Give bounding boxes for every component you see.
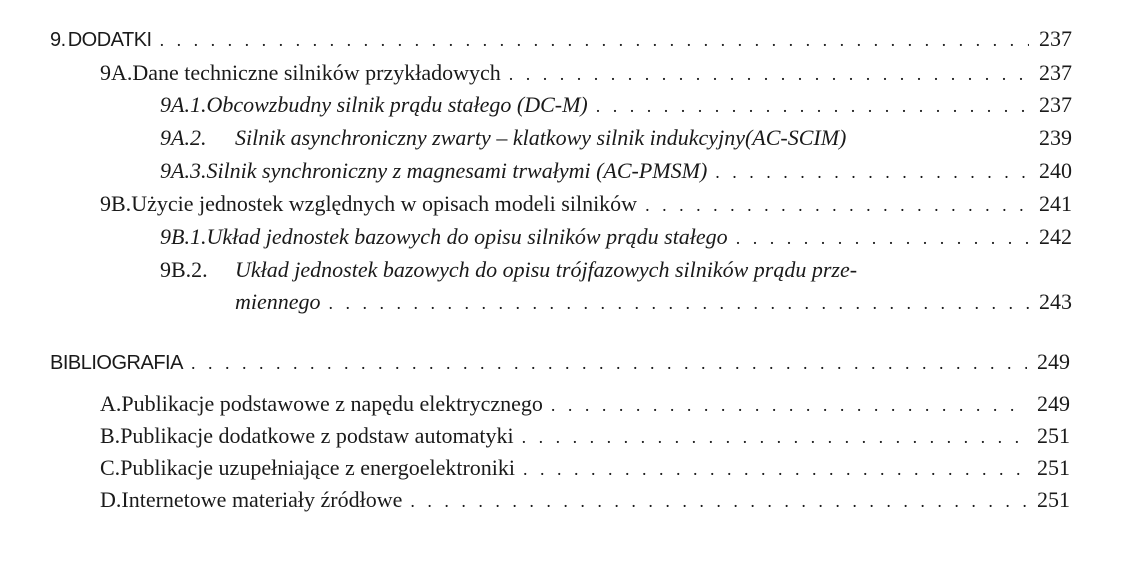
- toc-entry-9b-2-continuation[interactable]: [235, 289, 1072, 316]
- toc-leader-dots: [645, 192, 1029, 218]
- toc-entry-chapter-9[interactable]: [50, 26, 1072, 53]
- toc-entry-letter: C.: [100, 455, 121, 480]
- toc-entry-title: Publikacje uzupełniające z energoelektroniki: [120, 455, 516, 480]
- toc-entry-page: 240: [1039, 158, 1072, 183]
- toc-entry-title: Układ jednostek bazowych do opisu silników prądu stałego: [206, 224, 728, 249]
- toc-entry-bib-c[interactable]: [100, 455, 1070, 482]
- toc-entry-bib-d[interactable]: [100, 487, 1070, 514]
- toc-entry-title: Użycie jednostek względnych w opisach modeli silników: [131, 191, 638, 216]
- toc-entry-number: 9B.: [100, 191, 132, 216]
- toc-entry-page: 237: [1039, 60, 1072, 85]
- toc-leader-dots: [509, 61, 1029, 87]
- toc-entry-9b[interactable]: [100, 191, 1072, 218]
- toc-entry-title: Obcowzbudny silnik prądu stałego (DC-M): [206, 92, 588, 117]
- toc-entry-title: Internetowe materiały źródłowe: [121, 487, 403, 512]
- toc-entry-page: 237: [1039, 92, 1072, 117]
- toc-entry-number: 9B.1.: [160, 224, 207, 249]
- toc-entry-letter: A.: [100, 391, 122, 416]
- toc-entry-page: 239: [1039, 125, 1072, 150]
- toc-entry-page: 249: [1037, 349, 1070, 374]
- toc-entry-9b-1[interactable]: [160, 224, 1072, 251]
- toc-entry-9a-2[interactable]: [160, 125, 1072, 151]
- toc-entry-bib-a[interactable]: [100, 391, 1070, 418]
- toc-entry-letter: B.: [100, 423, 121, 448]
- toc-entry-title: Publikacje dodatkowe z podstaw automatyki: [120, 423, 514, 448]
- toc-leader-dots: [410, 488, 1027, 514]
- toc-entry-page: 251: [1037, 487, 1070, 512]
- toc-entry-number: 9.: [50, 29, 66, 51]
- toc-leader-dots: [523, 456, 1027, 482]
- toc-entry-page: 251: [1037, 423, 1070, 448]
- toc-entry-title: DODATKI: [67, 29, 152, 51]
- toc-entry-bib-b[interactable]: [100, 423, 1070, 450]
- toc-entry-title-continuation: miennego: [235, 289, 321, 314]
- toc-entry-9a-3[interactable]: [160, 158, 1072, 185]
- toc-leader-dots: [329, 290, 1029, 316]
- toc-entry-number: 9B.2.: [160, 257, 208, 282]
- toc-leader-dots: [551, 392, 1027, 418]
- toc-leader-dots: [160, 27, 1029, 53]
- toc-entry-title: BIBLIOGRAFIA: [50, 352, 183, 374]
- toc-entry-9a-1[interactable]: [160, 92, 1072, 119]
- toc-entry-page: 243: [1039, 289, 1072, 314]
- toc-entry-9a[interactable]: [100, 60, 1072, 87]
- toc-entry-letter: D.: [100, 487, 122, 512]
- toc-entry-title: Publikacje podstawowe z napędu elektrycznego: [121, 391, 543, 416]
- toc-leader-dots: [191, 350, 1027, 376]
- toc-entry-page: 242: [1039, 224, 1072, 249]
- toc-entry-number: 9A.2.: [160, 125, 207, 150]
- toc-entry-title: Dane techniczne silników przykładowych: [132, 60, 501, 85]
- toc-entry-page: 237: [1039, 26, 1072, 51]
- toc-entry-number: 9A.: [100, 60, 133, 85]
- toc-entry-page: 251: [1037, 455, 1070, 480]
- toc-entry-bibliography[interactable]: [50, 349, 1070, 376]
- toc-leader-dots: [736, 225, 1029, 251]
- toc-leader-dots: [715, 159, 1029, 185]
- toc-entry-9b-2[interactable]: [160, 257, 1072, 283]
- toc-entry-title: Silnik synchroniczny z magnesami trwałymi (AC-PMSM): [206, 158, 708, 183]
- toc-entry-title: Układ jednostek bazowych do opisu trójfazowych silników prądu prze-: [235, 257, 858, 282]
- toc-entry-number: 9A.1.: [160, 92, 207, 117]
- toc-entry-page: 241: [1039, 191, 1072, 216]
- toc-entry-page: 249: [1037, 391, 1070, 416]
- toc-entry-number: 9A.3.: [160, 158, 207, 183]
- toc-entry-title: Silnik asynchroniczny zwarty – klatkowy silnik indukcyjny(AC-SCIM): [235, 125, 847, 150]
- toc-leader-dots: [522, 424, 1027, 450]
- toc-leader-dots: [596, 93, 1029, 119]
